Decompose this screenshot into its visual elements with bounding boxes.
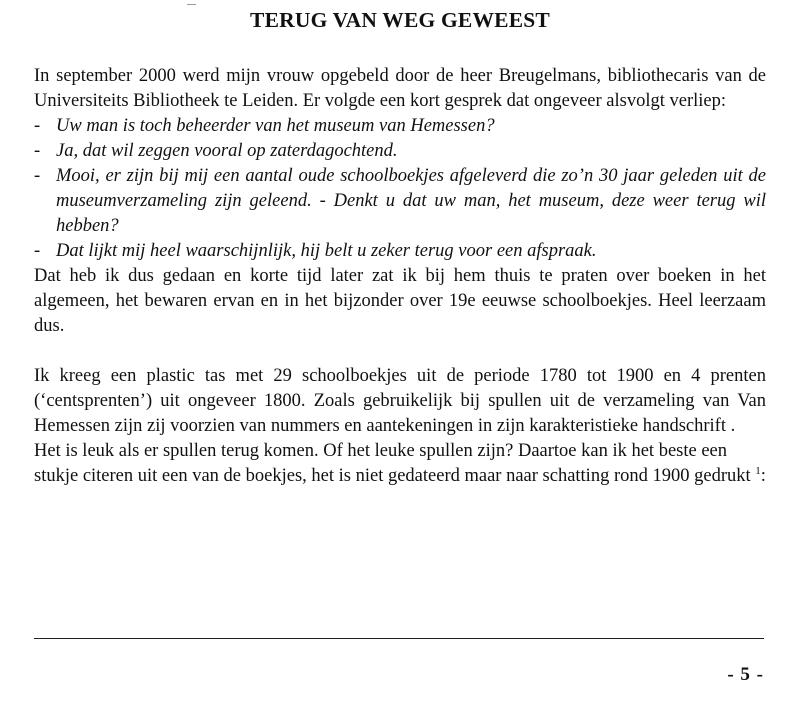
footnote-reference[interactable]: 1 [755,464,761,477]
paragraph-spacer [34,339,766,364]
visit-paragraph: Dat heb ik dus gedaan en korte tijd later zat ik bij hem thuis te praten over boeken in het algemeen, het bewaren ervan en in het bijzonder over 19e eeuwse schoolboekjes. Heel leerzaam dus. [34,266,766,336]
page-title: TERUG VAN WEG GEWEEST [250,8,550,32]
article-body [34,64,766,489]
quote-intro-colon: : [760,466,766,486]
dialogue-dash: - [34,116,41,136]
footer-divider [34,638,764,639]
dialogue-text: Uw man is toch beheerder van het museum van Hemessen? [56,116,495,136]
dialogue-dash: - [34,141,41,161]
dialogue-dash: - [34,166,41,186]
dialogue-line [34,139,766,164]
dialogue-text: Mooi, er zijn bij mij een aantal oude schoolboekjes afgeleverd die zo’n 30 jaar geleden uit de museumverzameling zijn geleend. - Denkt u dat uw man, het museum, deze weer terug wil hebben? [56,166,766,236]
dialogue-line [34,114,766,139]
dialogue-list [34,114,766,264]
dialogue-text: Dat lijkt mij heel waarschijnlijk, hij belt u zeker terug voor een afspraak. [56,241,597,261]
dialogue-text: Ja, dat wil zeggen vooral op zaterdagochtend. [56,141,398,161]
page-number: - 5 - [727,664,764,685]
dialogue-dash: - [34,241,41,261]
quote-intro-text: Het is leuk als er spullen terug komen. Of het leuke spullen zijn? Daartoe kan ik het beste een stukje citeren uit een van de boekjes, het is niet gedateerd maar naar schatting rond 1900 gedrukt [34,441,756,486]
bag-paragraph: Ik kreeg een plastic tas met 29 schoolboekjes uit de periode 1780 tot 1900 en 4 prenten (‘centsprenten’) uit ongeveer 1800. Zoals gebruikelijk bij spullen uit de verzameling van Van Hemessen zijn zij voorzien van nummers en aantekeningen in zijn karakteristieke handschrift . [34,366,766,436]
dialogue-line [34,164,766,239]
dialogue-line [34,239,766,264]
scan-mark [187,4,196,5]
quote-intro-paragraph [34,439,766,489]
intro-paragraph: In september 2000 werd mijn vrouw opgebeld door de heer Breugelmans, bibliothecaris van de Universiteits Bibliotheek te Leiden. Er volgde een kort gesprek dat ongeveer alsvolgt verliep: [34,66,766,111]
